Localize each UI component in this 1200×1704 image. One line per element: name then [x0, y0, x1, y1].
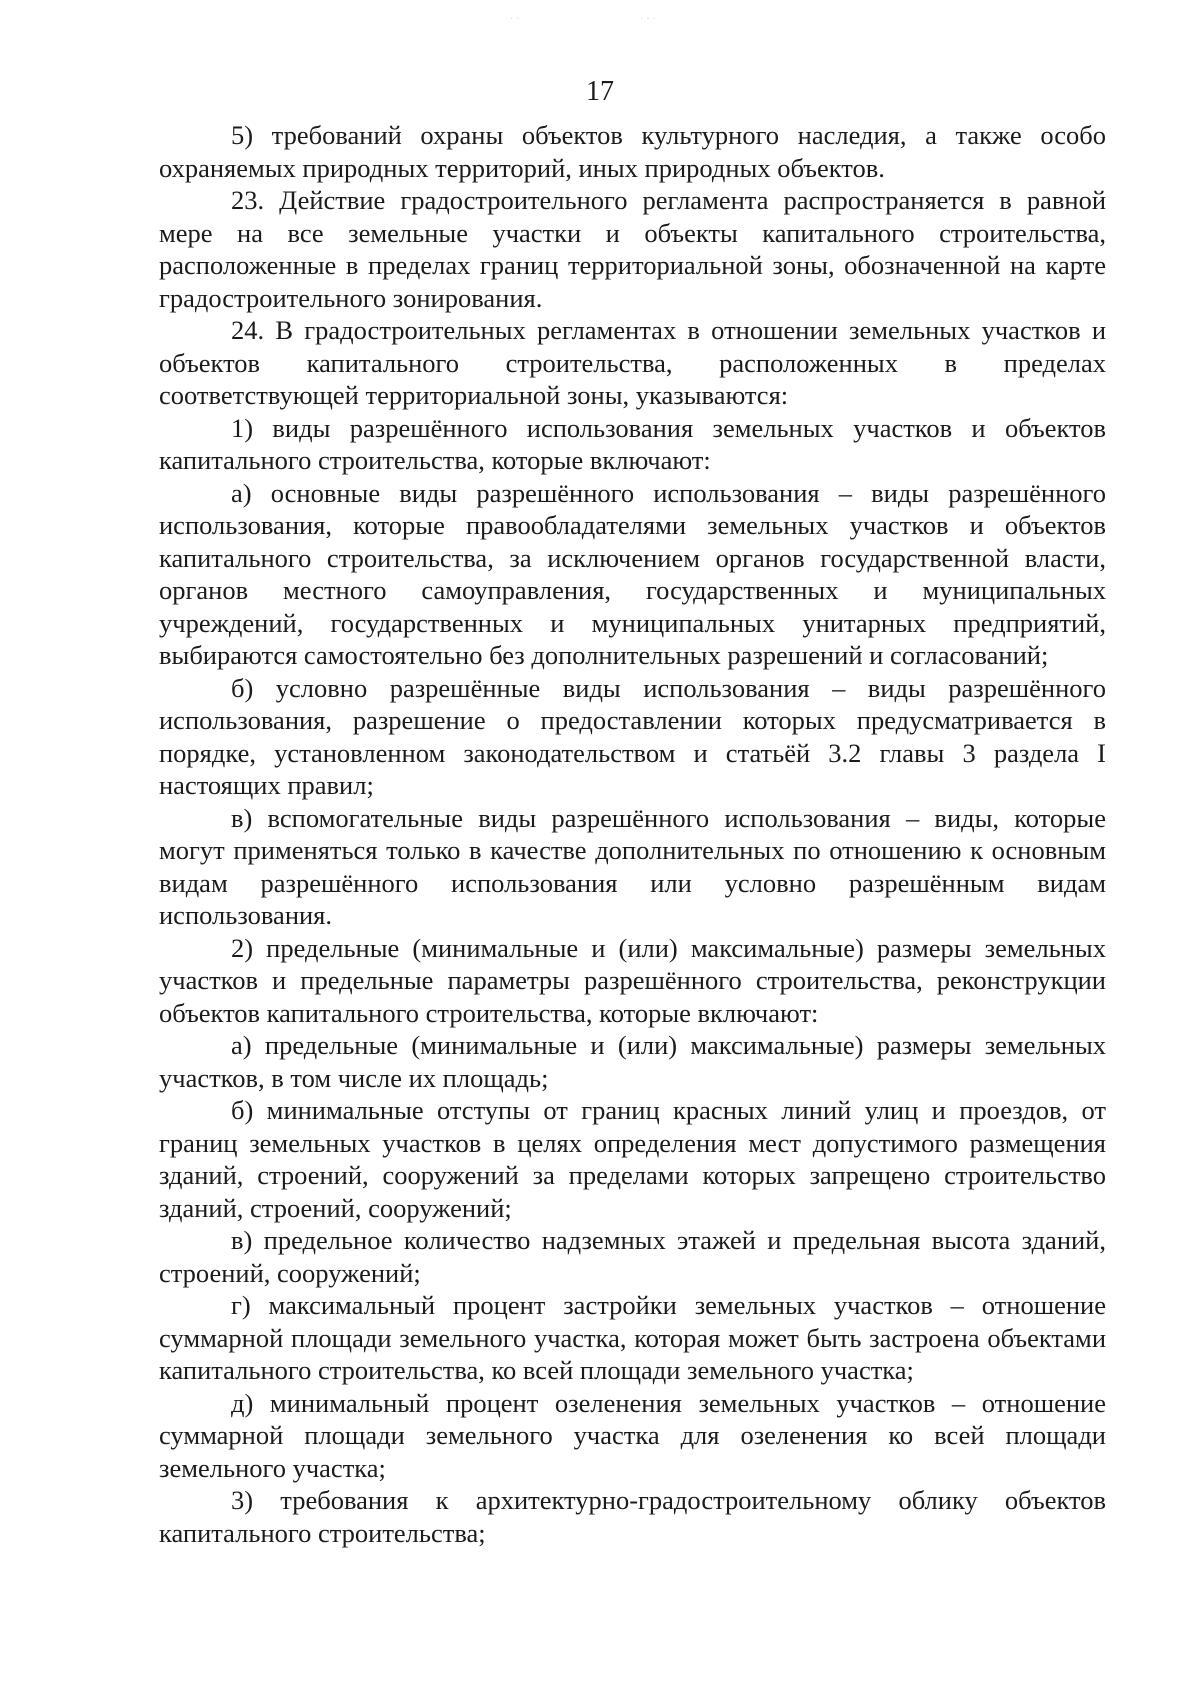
paragraph-item-3-architecture-requirements: 3) требования к архитектурно-градостроительному облику объектов капитального строительства; — [159, 1485, 1106, 1548]
paragraph-item-2-limit-sizes: 2) предельные (минимальные и (или) максимальные) размеры земельных участков и предельные параметры разрешённого строительства, реконструкции объектов капитального строительства, которые включают: — [159, 932, 1106, 1028]
paragraph-23-regulation-scope: 23. Действие градостроительного регламента распространяется в равной мере на все земельные участки и объекты капитального строительства, расположенные в пределах границ территориальной зоны, обозначенной на карте градостроительного зонирования. — [159, 185, 1106, 313]
page-number: 17 — [586, 76, 614, 107]
paragraph-subitem-a-main-uses: а) основные виды разрешённого использования – виды разрешённого использования, которые правообладателями земельных участков и объектов капитального строительства, за исключением органов государственной власти, органов местного самоуправления, государственных и муниципальных учреждений, государственных и муниципальных унитарных предприятий, выбираются самостоятельно без дополнительных разрешений и согласований; — [159, 477, 1106, 670]
paragraph-subitem-g-building-coverage: г) максимальный процент застройки земельных участков – отношение суммарной площади земельного участка, которая может быть застроена объектами капитального строительства, ко всей площади земельного участка; — [159, 1290, 1106, 1385]
paragraph-subitem-b-setbacks: б) минимальные отступы от границ красных линий улиц и проездов, от границ земельных участков в целях определения мест допустимого размещения зданий, строений, сооружений за пределами которых запрещено строительство зданий, строений, сооружений; — [159, 1095, 1106, 1223]
paragraph-item-1-permitted-uses: 1) виды разрешённого использования земельных участков и объектов капитального строительства, которые включают: — [159, 412, 1106, 475]
paragraph-item-5-cultural-heritage: 5) требований охраны объектов культурного наследия, а также особо охраняемых природных территорий, иных природных объектов. — [159, 120, 1106, 183]
paragraph-subitem-v-floors-height: в) предельное количество надземных этажей и предельная высота зданий, строений, сооружений; — [159, 1225, 1106, 1288]
paragraph-subitem-a-plot-sizes: а) предельные (минимальные и (или) максимальные) размеры земельных участков, в том числе их площадь; — [159, 1030, 1106, 1093]
paragraph-subitem-b-conditional-uses: б) условно разрешённые виды использования – виды разрешённого использования, разрешение о предоставлении которых предусматривается в порядке, установленном законодательством и статьёй 3.2 главы 3 раздела I настоящих правил; — [159, 672, 1106, 800]
paragraph-subitem-d-greening: д) минимальный процент озеленения земельных участков – отношение суммарной площади земельного участка для озеленения ко всей площади земельного участка; — [159, 1387, 1106, 1483]
document-body — [159, 119, 1106, 1549]
scan-artifact: · · — [510, 14, 520, 25]
paragraph-subitem-v-auxiliary-uses: в) вспомогательные виды разрешённого использования – виды, которые могут применяться только в качестве дополнительных по отношению к основным видам разрешённого использования или условно разрешённым видам использования. — [159, 802, 1106, 930]
scan-artifact: · · · — [640, 14, 656, 25]
paragraph-24-regulation-contents: 24. В градостроительных регламентах в отношении земельных участков и объектов капитального строительства, расположенных в пределах соответствующей территориальной зоны, указываются: — [159, 315, 1106, 410]
